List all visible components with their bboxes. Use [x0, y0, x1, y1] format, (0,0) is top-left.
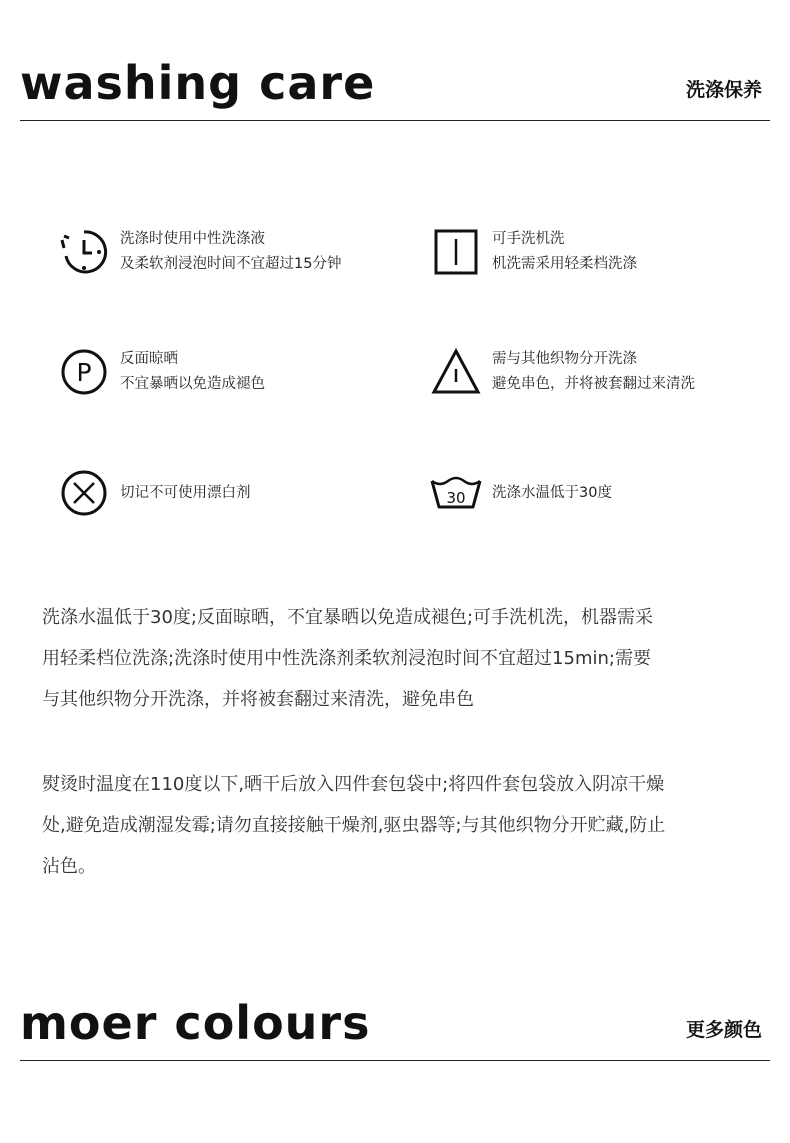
section-header-more-colours — [20, 996, 770, 1061]
para-line: 与其他织物分开洗涤，并将被套翻过来清洗，避免串色 — [42, 689, 474, 710]
no-bleach-icon — [58, 467, 110, 519]
care-line-1: 切记不可使用漂白剂 — [120, 484, 251, 501]
para-line: 沾色。 — [42, 856, 96, 877]
care-line-2: 及柔软剂浸泡时间不宜超过15分钟 — [120, 256, 342, 272]
para-line: 用轻柔档位洗涤;洗涤时使用中性洗涤剂柔软剂浸泡时间不宜超过15min;需要 — [42, 648, 651, 669]
care-item-hand-wash — [430, 226, 637, 278]
care-line-2: 机洗需采用轻柔档洗涤 — [492, 256, 637, 272]
care-item-shade-dry — [58, 346, 265, 398]
section-header-washing-care — [20, 56, 770, 121]
section-subtitle: 更多颜色 — [685, 1019, 762, 1041]
section-title: moer colours — [20, 996, 371, 1050]
section-subtitle: 洗涤保养 — [685, 79, 762, 101]
care-item-wash-soak — [58, 226, 341, 278]
section-title: washing care — [20, 56, 376, 110]
para-line: 洗涤水温低于30度;反面晾晒，不宜暴晒以免造成褪色;可手洗机洗，机器需采 — [42, 607, 654, 628]
care-line-1: 洗涤时使用中性洗涤液 — [120, 231, 265, 247]
washing-description — [42, 597, 752, 720]
care-line-1: 洗涤水温低于30度 — [492, 484, 612, 501]
shade-dry-icon — [58, 346, 110, 398]
care-line-1: 可手洗机洗 — [492, 231, 565, 247]
care-line-1: 反面晾晒 — [120, 351, 178, 367]
care-item-no-bleach — [58, 467, 251, 519]
care-item-separate-wash — [430, 346, 695, 398]
para-line: 处,避免造成潮湿发霉;请勿直接接触干燥剂,驱虫器等;与其他织物分开贮藏,防止 — [42, 815, 666, 836]
wash-temp-label: 30 — [446, 489, 466, 507]
shade-dry-letter: P — [76, 358, 92, 387]
care-item-wash-30 — [430, 467, 612, 519]
hand-wash-icon — [430, 226, 482, 278]
care-line-2: 避免串色，并将被套翻过来清洗 — [492, 376, 695, 392]
warning-triangle-icon — [430, 346, 482, 398]
storage-description — [42, 764, 752, 887]
wash-30-icon — [430, 467, 482, 519]
para-line: 熨烫时温度在110度以下,晒干后放入四件套包袋中;将四件套包袋放入阴凉干燥 — [42, 774, 665, 795]
care-line-1: 需与其他织物分开洗涤 — [492, 351, 637, 367]
timer-icon — [58, 226, 110, 278]
care-line-2: 不宜暴晒以免造成褪色 — [120, 376, 265, 392]
